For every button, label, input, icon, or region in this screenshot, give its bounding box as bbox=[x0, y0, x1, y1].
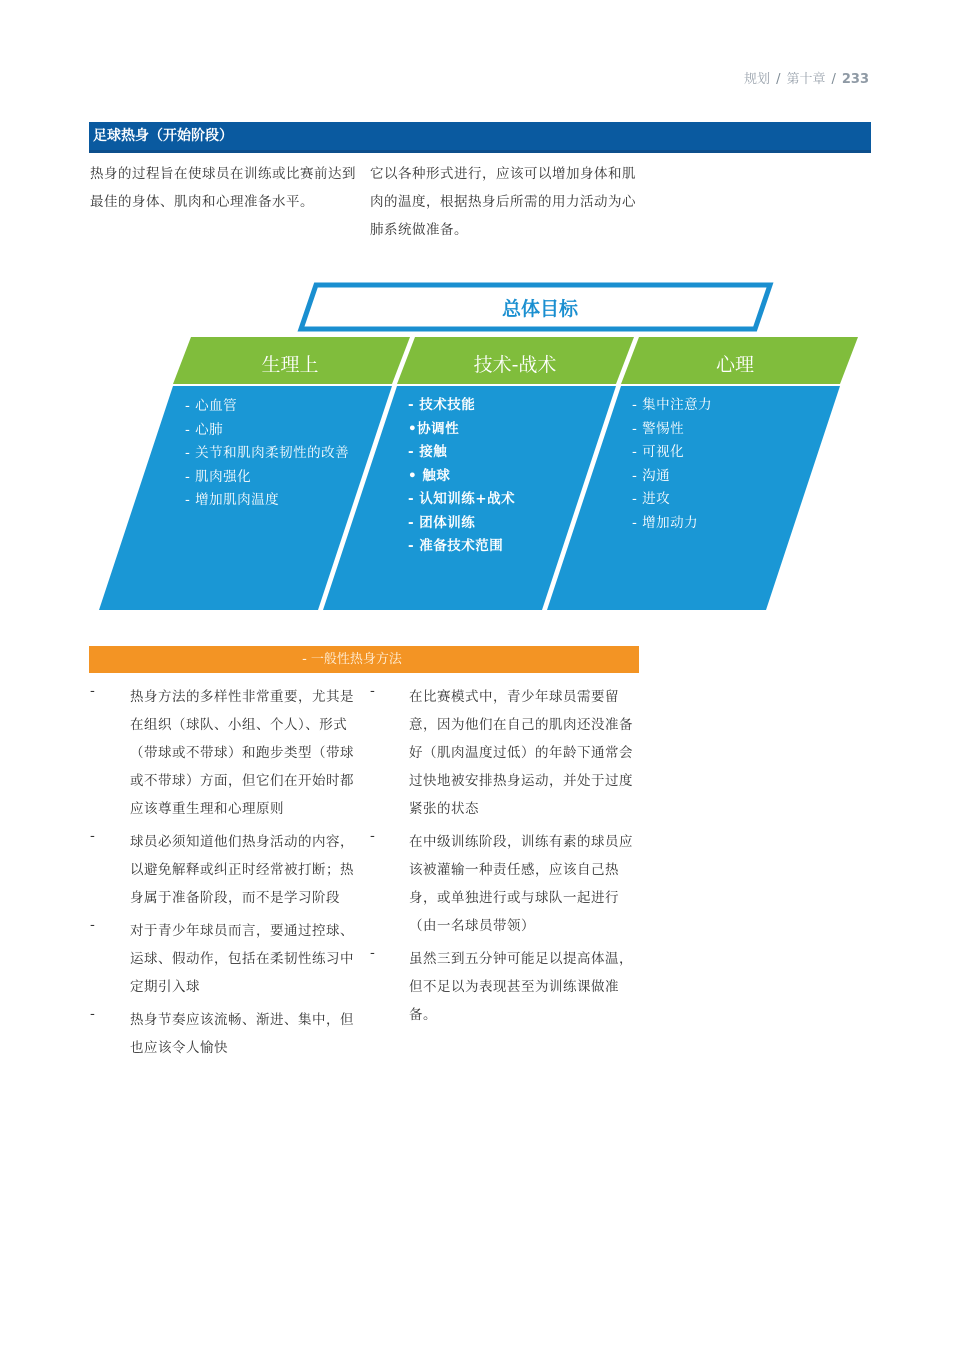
method-right-2: 在中级训练阶段，训练有素的球员应该被灌输一种责任感，应该自己热身，或单独进行或与球队一起进行（由一名球员带领） bbox=[409, 834, 633, 934]
column-title-technical: 技术-战术 bbox=[473, 354, 557, 376]
bullet-dash: - bbox=[90, 828, 95, 844]
intro-paragraph-right: 它以各种形式进行，应该可以增加身体和肌肉的温度，根据热身后所需的用力活动为心肺系统做准备。 bbox=[370, 166, 636, 238]
list-item: - 集中注意力 bbox=[632, 397, 713, 413]
column-list-technical bbox=[408, 394, 608, 559]
bullet-dash: - bbox=[90, 1006, 95, 1022]
bullet-dash: - bbox=[370, 945, 375, 961]
bullet-dash: - bbox=[90, 917, 95, 933]
list-item: • 触球 bbox=[408, 467, 451, 484]
section-title-bar bbox=[89, 122, 871, 153]
list-item: - 沟通 bbox=[632, 467, 671, 484]
method-left-1: 热身方法的多样性非常重要，尤其是在组织（球队、小组、个人）、形式（带球或不带球）和跑步类型（带球或不带球）方面，但它们在开始时都应该尊重生理和心理原则 bbox=[130, 689, 354, 817]
list-item: - 准备技术范围 bbox=[408, 538, 504, 554]
method-left-3: 对于青少年球员而言，要通过控球、运球、假动作，包括在柔韧性练习中定期引入球 bbox=[130, 923, 354, 995]
header-section: 规划 bbox=[744, 72, 771, 87]
header-separator: / bbox=[776, 72, 781, 87]
header-chapter: 第十章 bbox=[786, 72, 826, 87]
column-list-physiological bbox=[185, 395, 385, 513]
list-item: - 心血管 bbox=[185, 398, 238, 414]
list-item: - 进攻 bbox=[632, 491, 671, 507]
list-item: - 增加肌肉温度 bbox=[185, 492, 280, 508]
methods-title: - 一般性热身方法 bbox=[302, 652, 402, 667]
header-separator: / bbox=[831, 72, 836, 87]
list-item: - 认知训练+战术 bbox=[408, 491, 516, 507]
page-number: 233 bbox=[841, 72, 869, 87]
method-left-2: 球员必须知道他们热身活动的内容，以避免解释或纠正时经常被打断；热身属于准备阶段，而不是学习阶段 bbox=[130, 834, 354, 906]
column-title-psychological: 心理 bbox=[715, 354, 754, 376]
column-title-physiological: 生理上 bbox=[261, 354, 319, 376]
list-item: - 可视化 bbox=[632, 444, 685, 460]
list-item: - 心肺 bbox=[185, 421, 224, 438]
bullet-dash: - bbox=[370, 828, 375, 844]
bullet-dash: - bbox=[90, 683, 95, 699]
list-item: - 关节和肌肉柔韧性的改善 bbox=[185, 445, 350, 461]
running-header bbox=[744, 68, 869, 87]
list-item: - 技术技能 bbox=[408, 397, 476, 413]
method-right-1: 在比赛模式中，青少年球员需要留意，因为他们在自己的肌肉还没准备好（肌肉温度过低）的年龄下通常会过快地被安排热身运动，并处于过度紧张的状态 bbox=[409, 689, 633, 817]
column-list-psychological bbox=[632, 394, 832, 535]
list-item: - 团体训练 bbox=[408, 514, 476, 531]
list-item: - 增加动力 bbox=[632, 514, 699, 531]
bullet-dash: - bbox=[370, 683, 375, 699]
section-title: 足球热身（开始阶段） bbox=[93, 128, 233, 144]
method-left-4: 热身节奏应该流畅、渐进、集中，但也应该令人愉快 bbox=[130, 1012, 354, 1056]
intro-paragraph-left: 热身的过程旨在使球员在训练或比赛前达到最佳的身体、肌肉和心理准备水平。 bbox=[90, 166, 356, 210]
method-right-3: 虽然三到五分钟可能足以提高体温，但不足以为表现甚至为训练课做准备。 bbox=[409, 951, 633, 1023]
overall-goal-title: 总体目标 bbox=[501, 298, 578, 320]
list-item: - 警惕性 bbox=[632, 420, 685, 437]
methods-title-bar bbox=[89, 646, 639, 673]
goals-diagram bbox=[90, 280, 870, 620]
list-item: •协调性 bbox=[408, 420, 460, 437]
list-item: - 接触 bbox=[408, 444, 448, 460]
list-item: - 肌肉强化 bbox=[185, 468, 252, 485]
